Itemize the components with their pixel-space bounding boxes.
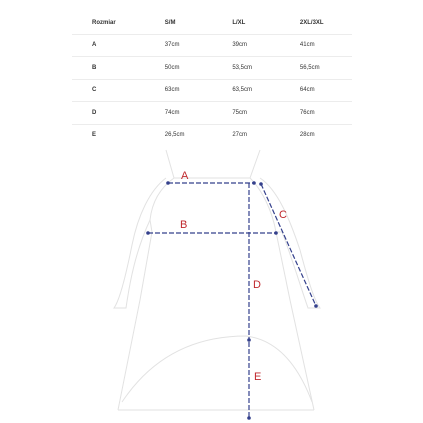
header-2xl-3xl: 2XL/3XL	[278, 12, 352, 34]
body-left-side	[118, 220, 152, 410]
size-value: 76cm	[278, 102, 352, 125]
garment-outline	[114, 150, 320, 410]
right-sleeve-outline	[260, 178, 320, 308]
size-value: 64cm	[278, 79, 352, 102]
size-value: 74cm	[143, 102, 211, 125]
label-c: C	[279, 209, 287, 221]
measurement-endpoints	[146, 181, 318, 420]
size-table-header-row	[72, 12, 352, 34]
size-value: 37cm	[143, 34, 211, 57]
endpoint-dot	[259, 182, 263, 186]
header-l-xl: L/XL	[210, 12, 278, 34]
endpoint-dot	[146, 231, 150, 235]
endpoint-dot	[166, 181, 170, 185]
size-value: 50cm	[143, 57, 211, 80]
left-sleeve-outline	[114, 178, 166, 308]
endpoint-dot	[247, 338, 251, 342]
label-a: A	[181, 170, 189, 182]
measure-line-c	[261, 184, 316, 306]
size-value: 41cm	[278, 34, 352, 57]
row-key: E	[92, 132, 97, 139]
row-key: B	[72, 57, 143, 80]
endpoint-dot	[247, 416, 251, 420]
label-d: D	[253, 279, 261, 291]
row-key: A	[72, 34, 143, 57]
size-value: 75cm	[210, 102, 278, 125]
table-row	[72, 34, 352, 57]
table-row	[72, 57, 352, 80]
header-s-m: S/M	[143, 12, 211, 34]
size-table	[72, 12, 352, 146]
size-value: 28cm	[299, 132, 315, 139]
front-curve	[122, 336, 312, 402]
endpoint-dot	[252, 181, 256, 185]
size-value: 63,5cm	[210, 79, 278, 102]
size-value: 26,5cm	[164, 132, 185, 139]
endpoint-dot	[314, 304, 318, 308]
size-value: 39cm	[210, 34, 278, 57]
size-value: 56,5cm	[278, 57, 352, 80]
header-rozmiar: Rozmiar	[72, 12, 143, 34]
size-value: 27cm	[232, 132, 248, 139]
size-value: 63cm	[143, 79, 211, 102]
measurement-lines	[146, 181, 318, 420]
inner-shoulder-line-right	[250, 178, 276, 232]
label-e: E	[254, 371, 262, 383]
endpoint-dot	[274, 231, 278, 235]
size-value: 53,5cm	[210, 57, 278, 80]
table-row	[72, 79, 352, 102]
body-right-side	[276, 232, 314, 410]
table-row	[72, 102, 352, 125]
row-key: D	[72, 102, 143, 125]
inner-shoulder-line	[150, 178, 174, 220]
garment-measurement-diagram	[0, 140, 423, 423]
label-b: B	[180, 219, 188, 231]
row-key: C	[72, 79, 143, 102]
